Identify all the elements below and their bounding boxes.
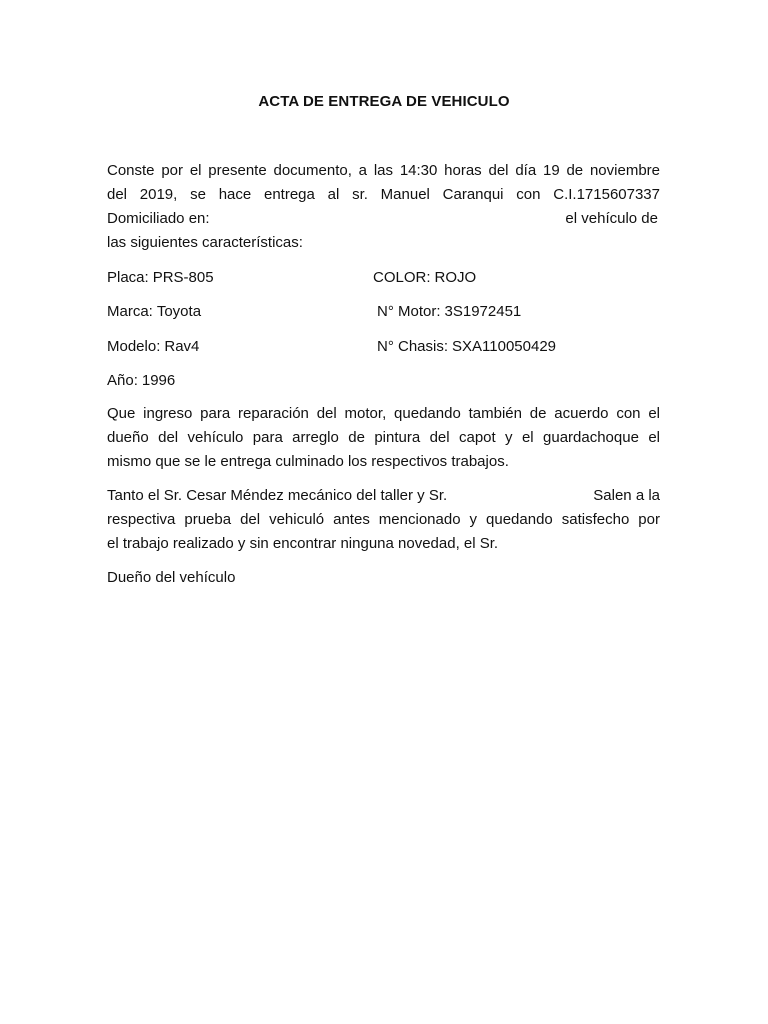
anio-value: 1996	[141, 372, 176, 389]
paragraph3-line-1	[107, 484, 660, 508]
chasis-field	[377, 335, 556, 359]
motor-value: 3S1972451	[444, 303, 522, 320]
document-title: ACTA DE ENTREGA DE VEHICULO	[258, 93, 510, 110]
modelo-label: Modelo:	[107, 338, 161, 355]
tanto-el-text: Tanto el Sr. Cesar Méndez mecánico del taller y Sr.	[107, 487, 448, 504]
domicilio-label: Domiciliado en:	[107, 210, 210, 227]
placa-label: Placa:	[107, 269, 149, 286]
anio-label: Año:	[107, 372, 138, 389]
placa-value: PRS-805	[152, 269, 214, 286]
color-field	[373, 266, 476, 290]
placa-field	[107, 266, 214, 290]
motor-field	[377, 300, 521, 324]
intro-line-2: del 2019, se hace entrega al sr. Manuel Caranqui con C.I.1715607337	[107, 186, 660, 203]
intro-line-3	[107, 207, 660, 231]
modelo-field	[107, 335, 199, 359]
intro-line-1: Conste por el presente documento, a las 14:30 horas del día 19 de noviembre	[107, 162, 660, 179]
anio-field	[107, 369, 175, 393]
intro-line-4: las siguientes características:	[107, 234, 303, 251]
paragraph2-line-3: mismo que se le entrega culminado los respectivos trabajos.	[107, 453, 509, 470]
paragraph2-line-1: Que ingreso para reparación del motor, quedando también de acuerdo con el	[107, 405, 660, 422]
paragraph2-line-2: dueño del vehículo para arreglo de pintura del capot y el guardachoque el	[107, 429, 660, 446]
motor-label: N° Motor:	[377, 303, 441, 320]
chasis-value: SXA110050429	[452, 338, 556, 355]
modelo-value: Rav4	[164, 338, 200, 355]
chasis-label: N° Chasis:	[377, 338, 449, 355]
vehiculo-de-text: el vehículo de	[565, 210, 658, 227]
marca-value: Toyota	[156, 303, 202, 320]
color-label: COLOR:	[373, 269, 431, 286]
color-value: ROJO	[434, 269, 477, 286]
paragraph3-line-2: respectiva prueba del vehiculó antes mencionado y quedando satisfecho por	[107, 511, 660, 528]
marca-label: Marca:	[107, 303, 153, 320]
marca-field	[107, 300, 201, 324]
closing-text: Dueño del vehículo	[107, 569, 236, 586]
salen-a-la-text: Salen a la	[593, 487, 660, 504]
paragraph3-line-3: el trabajo realizado y sin encontrar ninguna novedad, el Sr.	[107, 535, 499, 552]
